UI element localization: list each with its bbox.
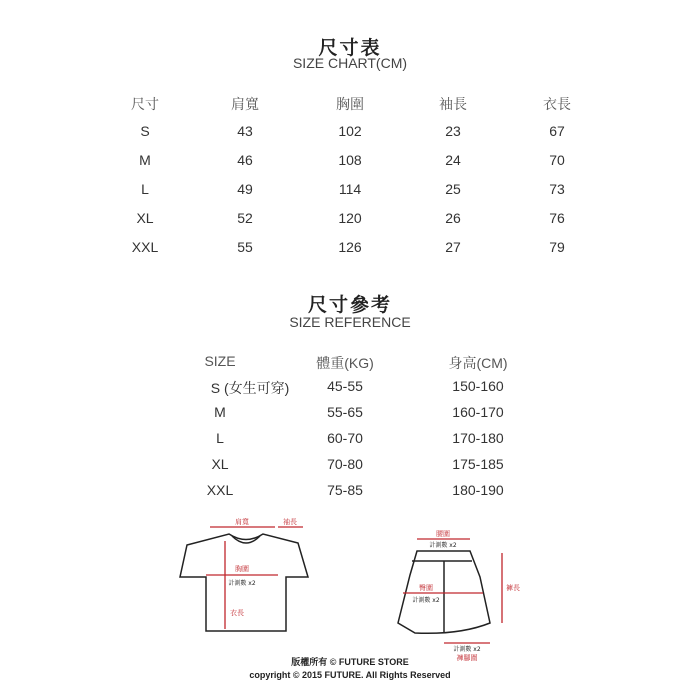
column-header: 身高(CM) — [448, 355, 508, 371]
table-cell: 46 — [237, 152, 253, 168]
waist-note: 計測數 x2 — [429, 542, 457, 549]
table-cell: 52 — [237, 210, 253, 226]
table-cell: 26 — [445, 210, 461, 226]
table-cell: 120 — [338, 210, 362, 226]
table-cell: 49 — [237, 181, 253, 197]
column-header: 胸圍 — [336, 96, 364, 112]
column-header: 衣長 — [543, 96, 571, 112]
table-cell: 114 — [338, 181, 362, 197]
reference-subtitle: SIZE REFERENCE — [289, 314, 411, 330]
table-cell: L — [216, 430, 224, 446]
table-cell: 160-170 — [452, 404, 504, 420]
table-cell: 45-55 — [327, 378, 363, 394]
chart-subtitle: SIZE CHART(CM) — [292, 55, 408, 71]
table-cell: XXL — [131, 239, 159, 255]
footer-line2: copyright © 2015 FUTURE. All Rights Reserved — [249, 670, 451, 680]
table-cell: 108 — [338, 152, 362, 168]
chest-label: 胸圍 — [235, 565, 249, 573]
table-cell: 70 — [549, 152, 565, 168]
table-cell: 43 — [237, 123, 253, 139]
table-cell: L — [141, 181, 149, 197]
table-cell: M — [214, 404, 226, 420]
skirt-measure-lines — [403, 539, 502, 643]
tshirt-measure-lines — [206, 527, 303, 629]
table-cell: 79 — [549, 239, 565, 255]
skirt-diagram — [398, 551, 490, 633]
table-cell: 175-185 — [452, 456, 504, 472]
sleeve-label: 袖長 — [283, 518, 297, 526]
table-cell: 102 — [338, 123, 362, 139]
table-cell: 24 — [445, 152, 461, 168]
waist-label: 腰圍 — [436, 530, 450, 538]
table-cell: 60-70 — [327, 430, 363, 446]
table-cell: 170-180 — [452, 430, 504, 446]
table-cell: 25 — [445, 181, 461, 197]
table-cell: 126 — [338, 239, 362, 255]
column-header: 尺寸 — [131, 96, 159, 112]
column-header: 體重(KG) — [316, 355, 374, 371]
table-cell: 55 — [237, 239, 253, 255]
table-cell: 55-65 — [327, 404, 363, 420]
table-cell: 27 — [445, 239, 461, 255]
table-cell: 70-80 — [327, 456, 363, 472]
table-cell: 150-160 — [452, 378, 504, 394]
table-cell: 76 — [549, 210, 565, 226]
hem-label: 褲腳圍 — [456, 654, 478, 662]
chest-note: 計測數 x2 — [228, 580, 256, 587]
hip-label: 臀圍 — [419, 584, 433, 592]
footer-line1: 版權所有 © FUTURE STORE — [291, 657, 409, 667]
reference-title: 尺寸參考 — [307, 295, 393, 316]
chart-title: 尺寸表 — [318, 38, 382, 59]
table-cell: S — [140, 123, 150, 139]
table-cell: M — [139, 152, 151, 168]
column-header: SIZE — [204, 353, 236, 369]
length-label: 衣長 — [230, 609, 244, 617]
table-cell: 75-85 — [327, 482, 363, 498]
shoulder-label: 肩寬 — [235, 518, 249, 526]
column-header: 袖長 — [439, 96, 467, 112]
measurement-diagrams — [170, 505, 520, 665]
column-header: 肩寬 — [231, 96, 259, 112]
skirt-length-label: 褲長 — [506, 584, 520, 592]
hip-note: 計測數 x2 — [412, 597, 440, 604]
table-cell: 73 — [549, 181, 565, 197]
table-cell: 67 — [549, 123, 565, 139]
table-cell: 23 — [445, 123, 461, 139]
table-cell: 180-190 — [452, 482, 504, 498]
table-cell: XXL — [206, 482, 234, 498]
table-cell: XL — [211, 456, 229, 472]
table-cell: XL — [136, 210, 154, 226]
hem-note: 計測數 x2 — [453, 646, 481, 653]
table-cell: S (女生可穿) — [210, 380, 290, 396]
